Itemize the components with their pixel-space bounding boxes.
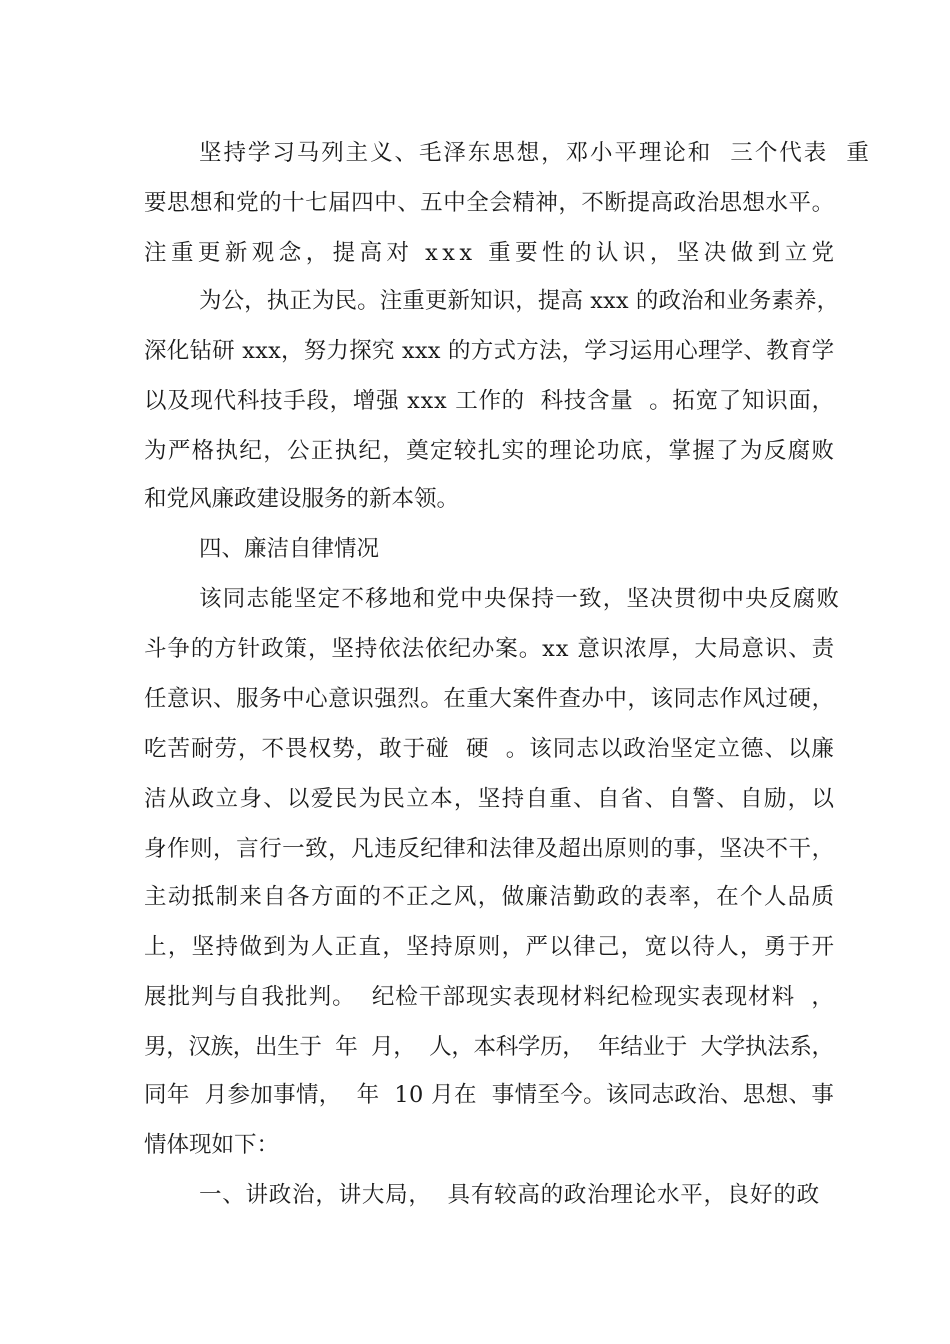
text-line: 上，坚持做到为人正直，坚持原则，严以律己，宽以待人，勇于开 [144,934,836,960]
text-line: 深化钻研 xxx，努力探究 xxx 的方式方法，学习运用心理学、教育学 [144,338,835,364]
text-line: 为公，执正为民。注重更新知识，提高 xxx 的政治和业务素养， [199,288,840,314]
text-line: 身作则，言行一致，凡违反纪律和法律及超出原则的事，坚决不干， [144,836,835,862]
text-line: 主动抵制来自各方面的不正之风，做廉洁勤政的表率，在个人品质 [144,884,836,910]
text-line: 该同志能坚定不移地和党中央保持一致，坚决贯彻中央反腐败 [199,586,841,612]
text-line: 以及现代科技手段，增强 xxx 工作的 科技含量 。拓宽了知识面， [144,388,835,414]
text-line: 和党风廉政建设服务的新本领。 [144,486,460,512]
text-line: 斗争的方针政策，坚持依法依纪办案。xx 意识浓厚，大局意识、责 [144,636,836,662]
text-line: 吃苦耐劳，不畏权势，敢于碰 硬 。该同志以政治坚定立德、以廉 [144,736,835,762]
text-line: 男，汉族，出生于 年 月， 人，本科学历， 年结业于 大学执法系， [144,1034,834,1060]
section-heading: 一、讲政治，讲大局， 具有较高的政治理论水平，良好的政 [199,1182,820,1208]
text-line: 同年 月参加事情， 年 10 月在 事情至今。该同志政治、思想、事 [144,1082,835,1108]
text-line: 坚持学习马列主义、毛泽东思想，邓小平理论和 三个代表 重 [199,140,871,166]
section-heading: 四、廉洁自律情况 [199,536,380,562]
text-line: 任意识、服务中心意识强烈。在重大案件查办中，该同志作风过硬， [144,686,835,712]
text-line: 注重更新观念，提高对 xxx 重要性的认识，坚决做到立党 [144,240,839,266]
text-line: 为严格执纪，公正执纪，奠定较扎实的理论功底，掌握了为反腐败 [144,438,836,464]
text-line: 情体现如下： [144,1132,280,1158]
text-line: 要思想和党的十七届四中、五中全会精神，不断提高政治思想水平。 [144,190,835,216]
text-line: 洁从政立身、以爱民为民立本，坚持自重、自省、自警、自励，以 [144,786,836,812]
text-line: 展批判与自我批判。 纪检干部现实表现材料纪检现实表现材料 ， [144,984,835,1010]
